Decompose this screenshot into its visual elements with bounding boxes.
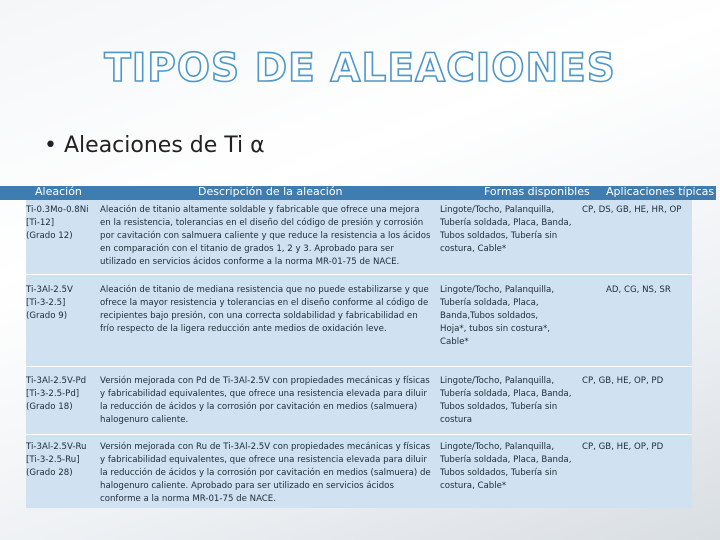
applications-line: CP, GB, HE, OP, PD (582, 376, 664, 386)
description-line: conforme a la norma MR-01-75 de NACE. (100, 494, 276, 504)
alloy-cell (26, 441, 98, 480)
alloy-code: [Ti-3-2.5] (26, 298, 66, 308)
description-line: halogenuro caliente. Aprobado para ser utilizado en servicios ácidos (100, 481, 394, 491)
alloy-grade: (Grado 18) (26, 402, 73, 412)
header-forms: Formas disponibles (484, 185, 590, 198)
alloy-code: [Ti-3-2.5-Pd] (26, 389, 80, 399)
description-line: Versión mejorada con Ru de Ti-3Al-2.5V con propiedades mecánicas y físicas (100, 442, 431, 452)
row-divider (26, 434, 692, 435)
forms-line: Tubería soldada, Placa, Banda, (440, 455, 572, 465)
forms-line: Cable* (440, 337, 469, 347)
table-header (0, 186, 716, 200)
forms-line: Tubería soldada, Placa, Banda, (440, 218, 572, 228)
forms-line: Tubería soldada, Placa, Banda, (440, 389, 572, 399)
forms-line: Hoja*, tubos sin costura*, (440, 324, 551, 334)
description-line: Aleación de titanio altamente soldable y fabricable que ofrece una mejora (100, 205, 420, 215)
header-alloy: Aleación (35, 185, 82, 198)
applications-line: AD, CG, NS, SR (606, 285, 671, 295)
applications-line: CP, DS, GB, HE, HR, OP (582, 205, 682, 215)
alloy-cell (26, 204, 98, 243)
alloy-cell (26, 375, 98, 414)
bullet-text: Aleaciones de Ti α (64, 133, 265, 158)
alloy-code: [Ti-12] (26, 218, 55, 228)
forms-line: Tubos soldados, Tubería sin (440, 402, 558, 412)
row-divider (26, 274, 692, 275)
description-line: halogenuro caliente. (100, 415, 189, 425)
description-line: por cavitación con salmuera caliente y que reduce la resistencia a los ácidos (100, 231, 431, 241)
description-cell (100, 284, 442, 336)
forms-cell (440, 284, 590, 349)
forms-cell (440, 204, 590, 256)
applications-cell (582, 375, 714, 388)
description-line: frío respecto de la ligera reducción ante medios de oxidación leve. (100, 324, 387, 334)
description-line: Aleación de titanio de mediana resistencia que no puede estabilizarse y que (100, 285, 429, 295)
forms-line: Tubos soldados, Tubería sin (440, 231, 558, 241)
description-line: ofrece la mayor resistencia y tolerancias en el diseño conforme al código de (100, 298, 429, 308)
description-line: y fabricabilidad equivalentes, que ofrece una resistencia elevada para diluir (100, 389, 427, 399)
alloy-cell (26, 284, 98, 323)
description-line: Versión mejorada con Pd de Ti-3Al-2.5V con propiedades mecánicas y físicas (100, 376, 430, 386)
description-line: utilizado en servicios ácidos conforme a la norma MR-01-75 de NACE. (100, 257, 400, 267)
forms-line: Banda,Tubos soldados, (440, 311, 539, 321)
alloy-code: [Ti-3-2.5-Ru] (26, 455, 80, 465)
header-applications: Aplicaciones típicas (606, 185, 715, 198)
alloy-name: Ti-3Al-2.5V-Pd (26, 376, 87, 386)
forms-line: costura, Cable* (440, 481, 507, 491)
description-line: en comparación con el titanio de grados 1, 2 y 3. Aprobado para ser (100, 244, 394, 254)
forms-line: costura (440, 415, 473, 425)
applications-cell (606, 284, 720, 297)
description-line: en la resistencia, tolerancias en el diseño del código de presión y corrosión (100, 218, 424, 228)
header-description: Descripción de la aleación (198, 185, 343, 198)
description-line: la reducción de ácidos y la corrosión por cavitación en medios (salmuera) (100, 402, 418, 412)
applications-line: CP, GB, HE, OP, PD (582, 442, 664, 452)
description-cell (100, 204, 442, 269)
alloy-grade: (Grado 28) (26, 468, 73, 478)
alloys-table (26, 185, 715, 508)
description-cell (100, 441, 442, 506)
forms-line: costura, Cable* (440, 244, 507, 254)
alloy-grade: (Grado 12) (26, 231, 73, 241)
bullet-item (44, 133, 265, 158)
forms-line: Lingote/Tocho, Palanquilla, (440, 285, 555, 295)
description-line: y fabricabilidad equivalentes, que ofrece una resistencia elevada para diluir (100, 455, 427, 465)
applications-cell (582, 441, 714, 454)
applications-cell (582, 204, 714, 217)
alloy-name: Ti-3Al-2.5V (26, 285, 73, 295)
slide-title: TIPOS DE ALEACIONES (104, 46, 616, 91)
forms-line: Tubos soldados, Tubería sin (440, 468, 558, 478)
bullet-dot-icon: • (44, 133, 57, 158)
forms-cell (440, 375, 590, 427)
forms-line: Lingote/Tocho, Palanquilla, (440, 376, 555, 386)
row-divider (26, 366, 692, 367)
alloy-name: Ti-3Al-2.5V-Ru (26, 442, 87, 452)
forms-cell (440, 441, 590, 493)
description-line: recipientes bajo presión, con una correcta soldabilidad y fabricabilidad en (100, 311, 418, 321)
alloy-grade: (Grado 9) (26, 311, 68, 321)
alloy-name: Ti-0.3Mo-0.8Ni (26, 205, 89, 215)
description-line: la reducción de ácidos y la corrosión por cavitación en medios (salmuera) de (100, 468, 431, 478)
forms-line: Lingote/Tocho, Palanquilla, (440, 442, 555, 452)
description-cell (100, 375, 442, 427)
forms-line: Tubería soldada, Placa, (440, 298, 539, 308)
forms-line: Lingote/Tocho, Palanquilla, (440, 205, 555, 215)
